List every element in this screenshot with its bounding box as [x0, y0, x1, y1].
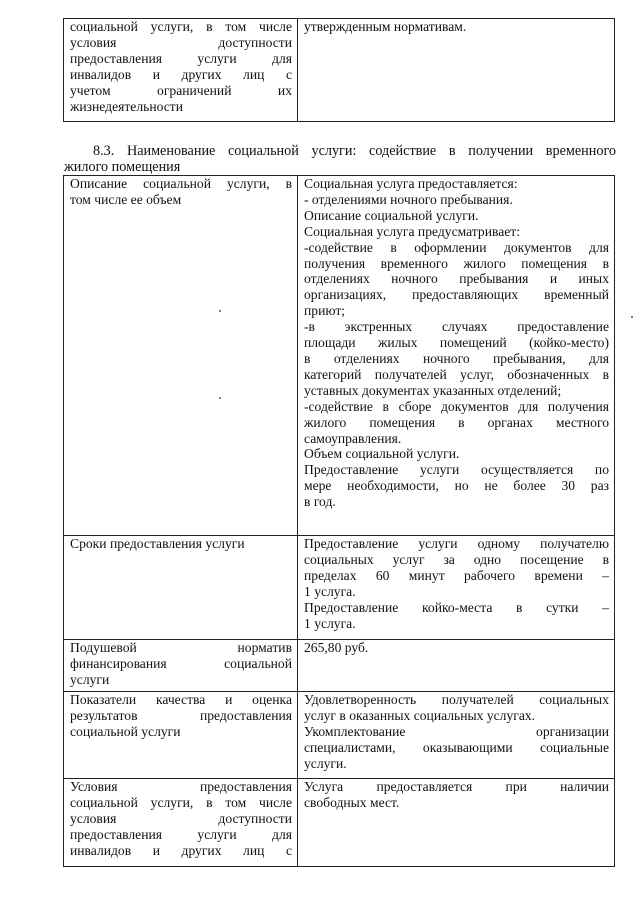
row-label-line: услуги — [70, 671, 110, 687]
row-value-cell — [298, 176, 615, 536]
row-label-line: социальной услуги — [70, 723, 181, 739]
row-label-line: финансирования социальной — [70, 655, 292, 671]
table-row — [64, 19, 615, 122]
continued-value-cell — [298, 19, 615, 122]
row-label-line: Описание социальной услуги, в — [70, 176, 292, 191]
row-value-line: услуг в оказанных социальных услугах. — [304, 707, 536, 723]
row-value-line: пределах 60 минут рабочего времени – — [304, 567, 609, 583]
row-label-line: социальной услуги, в том числе — [70, 794, 292, 810]
row-value-line: -содействие в оформлении документов для — [304, 239, 609, 255]
row-label-line: Условия предоставления — [70, 779, 292, 794]
row-label-line: Показатели качества и оценка — [70, 692, 292, 707]
row-value-line: услуги. — [304, 755, 347, 771]
row-label-line: инвалидов и других лиц с — [70, 842, 292, 858]
row-value-line: в отделениях ночного пребывания, для — [304, 350, 609, 366]
row-value-line: 265,80 руб. — [304, 640, 369, 655]
row-label-line: условия доступности — [70, 810, 292, 826]
row-value-line: мере необходимости, но не более 30 раз — [304, 478, 609, 494]
continued-label-cell — [64, 19, 298, 122]
row-label-cell — [64, 536, 298, 640]
row-value-line: отделениях ночного пребывания и иных — [304, 271, 609, 287]
row-value-line: уставных документах указанных отделений; — [304, 382, 562, 398]
row-label-line: том числе ее объем — [70, 191, 182, 207]
section-heading-line: 8.3. Наименование социальной услуги: содействие в получении временного — [93, 143, 616, 159]
row-value-line: Предоставление койко-места в сутки – — [304, 599, 609, 615]
row-value-line: Услуга предоставляется при наличии — [304, 779, 609, 794]
row-label-cell — [64, 640, 298, 692]
row-label-cell — [64, 779, 298, 867]
row-value-cell — [298, 640, 615, 692]
row-value-line: - отделениями ночного пребывания. — [304, 191, 513, 207]
row-value-line: Предоставление услуги одному получателю — [304, 536, 609, 551]
row-value-line: Социальная услуга предусматривает: — [304, 223, 520, 239]
table-row — [64, 536, 615, 640]
continued-label-line: инвалидов и других лиц с — [70, 66, 292, 82]
row-value-line: свободных мест. — [304, 794, 400, 810]
row-value-line: Социальная услуга предоставляется: — [304, 176, 518, 191]
table-row — [64, 692, 615, 779]
row-label-cell — [64, 176, 298, 536]
row-value-cell — [298, 779, 615, 867]
row-value-line: Удовлетворенность получателей социальных — [304, 692, 609, 707]
row-value-line: категорий получателей услуг, обозначенных в — [304, 366, 609, 382]
row-label-line: Сроки предоставления услуги — [70, 536, 245, 551]
continued-label-line: жизнедеятельности — [70, 98, 183, 114]
row-value-line: Описание социальной услуги. — [304, 207, 479, 223]
row-value-line: организациях, предоставляющих временный — [304, 287, 609, 303]
row-value-line: специалистами, оказывающими социальные — [304, 739, 609, 755]
row-value-line: 1 услуга. — [304, 615, 356, 631]
row-label-cell — [64, 692, 298, 779]
row-value-line: площади жилых помещений (койко-место) — [304, 335, 609, 351]
scan-speck — [219, 397, 221, 399]
row-value-line: 1 услуга. — [304, 583, 356, 599]
continued-label-line: социальной услуги, в том числе — [70, 19, 292, 34]
row-label-line: Подушевой норматив — [70, 640, 292, 655]
continued-value-line: утвержденным нормативам. — [304, 19, 467, 34]
row-value-cell — [298, 692, 615, 779]
service-table — [63, 175, 615, 867]
row-value-line: -в экстренных случаях предоставление — [304, 319, 609, 335]
row-value-line: в год. — [304, 494, 336, 510]
table-row — [64, 779, 615, 867]
continued-label-line: условия доступности — [70, 34, 292, 50]
table-row — [64, 176, 615, 536]
row-value-line: получения временного жилого помещения в — [304, 255, 609, 271]
scan-speck — [219, 310, 221, 312]
continued-table — [63, 18, 615, 122]
section-heading-line: жилого помещения — [64, 159, 181, 176]
row-label-line: предоставления услуги для — [70, 826, 292, 842]
row-value-line: -содействие в сборе документов для получения — [304, 398, 609, 414]
row-value-line: социальных услуг за одно посещение в — [304, 551, 609, 567]
section-heading — [64, 143, 616, 175]
row-value-line: Предоставление услуги осуществляется по — [304, 462, 609, 478]
row-value-line: приют; — [304, 303, 346, 319]
row-value-cell — [298, 536, 615, 640]
row-label-line: результатов предоставления — [70, 707, 292, 723]
continued-label-line: предоставления услуги для — [70, 50, 292, 66]
scan-speck — [631, 316, 633, 318]
row-value-line: самоуправления. — [304, 430, 402, 446]
row-value-line: жилого помещения в органах местного — [304, 414, 609, 430]
row-value-line: Объем социальной услуги. — [304, 446, 460, 462]
continued-label-line: учетом ограничений их — [70, 82, 292, 98]
table-row — [64, 640, 615, 692]
row-value-line: Укомплектование организации — [304, 723, 609, 739]
